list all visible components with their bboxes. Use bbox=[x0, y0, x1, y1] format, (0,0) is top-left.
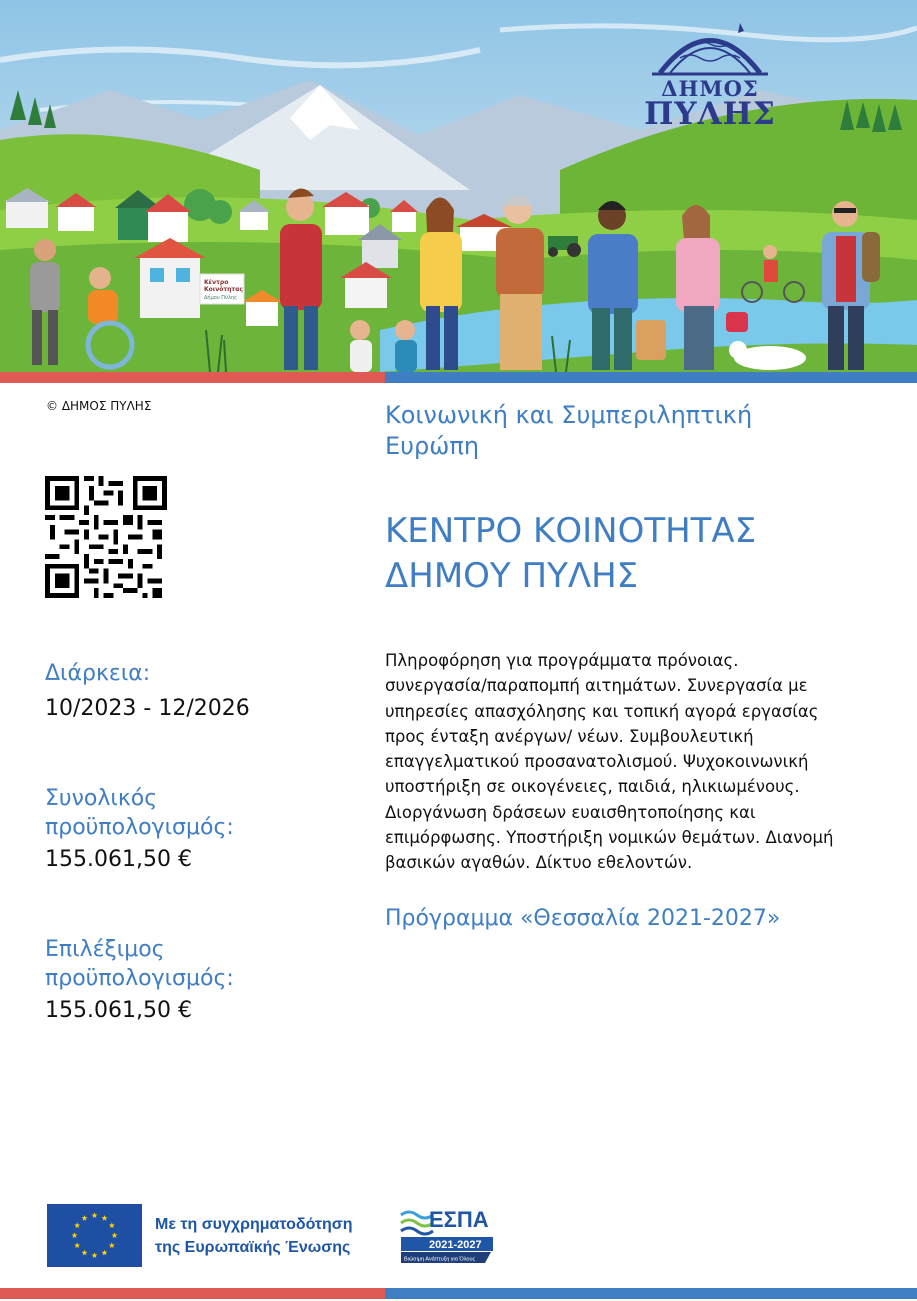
eligible-budget-label-line2: προϋπολογισμός: bbox=[45, 966, 234, 991]
espa-years: 2021-2027 bbox=[429, 1239, 482, 1251]
qr-code[interactable] bbox=[45, 476, 167, 598]
espa-name: ΕΣΠΑ bbox=[429, 1207, 489, 1232]
espa-tagline: Βιώσιμη Ανάπτυξη για Όλους bbox=[404, 1256, 476, 1263]
eu-cofunding-text bbox=[155, 1213, 353, 1259]
description-line: επιμόρφωσης. Υποστήριξη νομικών θεμάτων. Διανομή bbox=[385, 828, 834, 848]
total-budget-label-line2: προϋπολογισμός: bbox=[45, 815, 234, 840]
municipality-logo bbox=[630, 18, 790, 130]
copyright-notice: © ΔΗΜΟΣ ΠΥΛΗΣ bbox=[46, 399, 152, 413]
top-color-stripe bbox=[0, 372, 917, 383]
eu-text-line2: της Ευρωπαϊκής Ένωσης bbox=[155, 1239, 351, 1256]
description-line: Διοργάνωση δράσεων ευαισθητοποίησης και bbox=[385, 802, 756, 822]
project-description bbox=[385, 648, 875, 876]
espa-logo bbox=[399, 1205, 499, 1265]
eligible-budget-label bbox=[45, 935, 234, 993]
logo-text-line2: ΠΥΛΗΣ bbox=[644, 96, 776, 132]
description-line: υποστήριξη σε οικογένειες, παιδιά, ηλικιωμένους. bbox=[385, 777, 800, 797]
sign-text-3: Δήμου Πύλης bbox=[204, 295, 238, 301]
project-title bbox=[385, 509, 885, 599]
description-line: υπηρεσίες απασχόλησης και τοπική αγορά εργασίας bbox=[385, 701, 819, 721]
description-line: Πληροφόρηση για προγράμματα πρόνοιας. bbox=[385, 651, 739, 670]
subtitle-line1: Κοινωνική και Συμπεριληπτική bbox=[385, 401, 753, 429]
priority-subtitle bbox=[385, 400, 865, 462]
description-line: επαγγελματικού προσανατολισμού. Ψυχοκοινωνική bbox=[385, 752, 809, 772]
description-line: προς ένταξη ανέργων/ νέων. Συμβουλευτική bbox=[385, 726, 754, 746]
eligible-budget-label-line1: Επιλέξιμος bbox=[45, 937, 165, 962]
total-budget-label bbox=[45, 784, 234, 842]
logo-text-line1: ΔΗΜΟΣ bbox=[661, 76, 759, 101]
eu-text-line1: Με τη συγχρηματοδότηση bbox=[155, 1216, 353, 1233]
total-budget-label-line1: Συνολικός bbox=[45, 786, 158, 811]
hero-illustration bbox=[0, 0, 917, 372]
total-budget-value: 155.061,50 € bbox=[45, 847, 192, 872]
duration-value: 10/2023 - 12/2026 bbox=[45, 696, 250, 721]
description-line: συνεργασία/παραπομπή αιτημάτων. Συνεργασία με bbox=[385, 676, 808, 696]
sign-text-2: Κοινότητας bbox=[204, 286, 243, 293]
title-line1: ΚΕΝΤΡΟ ΚΟΙΝΟΤΗΤΑΣ bbox=[385, 511, 757, 551]
eligible-budget-value: 155.061,50 € bbox=[45, 998, 192, 1023]
eu-flag-icon bbox=[47, 1204, 142, 1267]
program-name: Πρόγραμμα «Θεσσαλία 2021-2027» bbox=[385, 906, 781, 931]
description-line: βασικών αγαθών. Δίκτυο εθελοντών. bbox=[385, 853, 693, 873]
sign-text-1: Κέντρο bbox=[204, 279, 229, 286]
duration-label: Διάρκεια: bbox=[45, 661, 151, 686]
bottom-color-stripe bbox=[0, 1288, 917, 1299]
title-line2: ΔΗΜΟΥ ΠΥΛΗΣ bbox=[385, 556, 639, 596]
subtitle-line2: Ευρώπη bbox=[385, 432, 480, 460]
